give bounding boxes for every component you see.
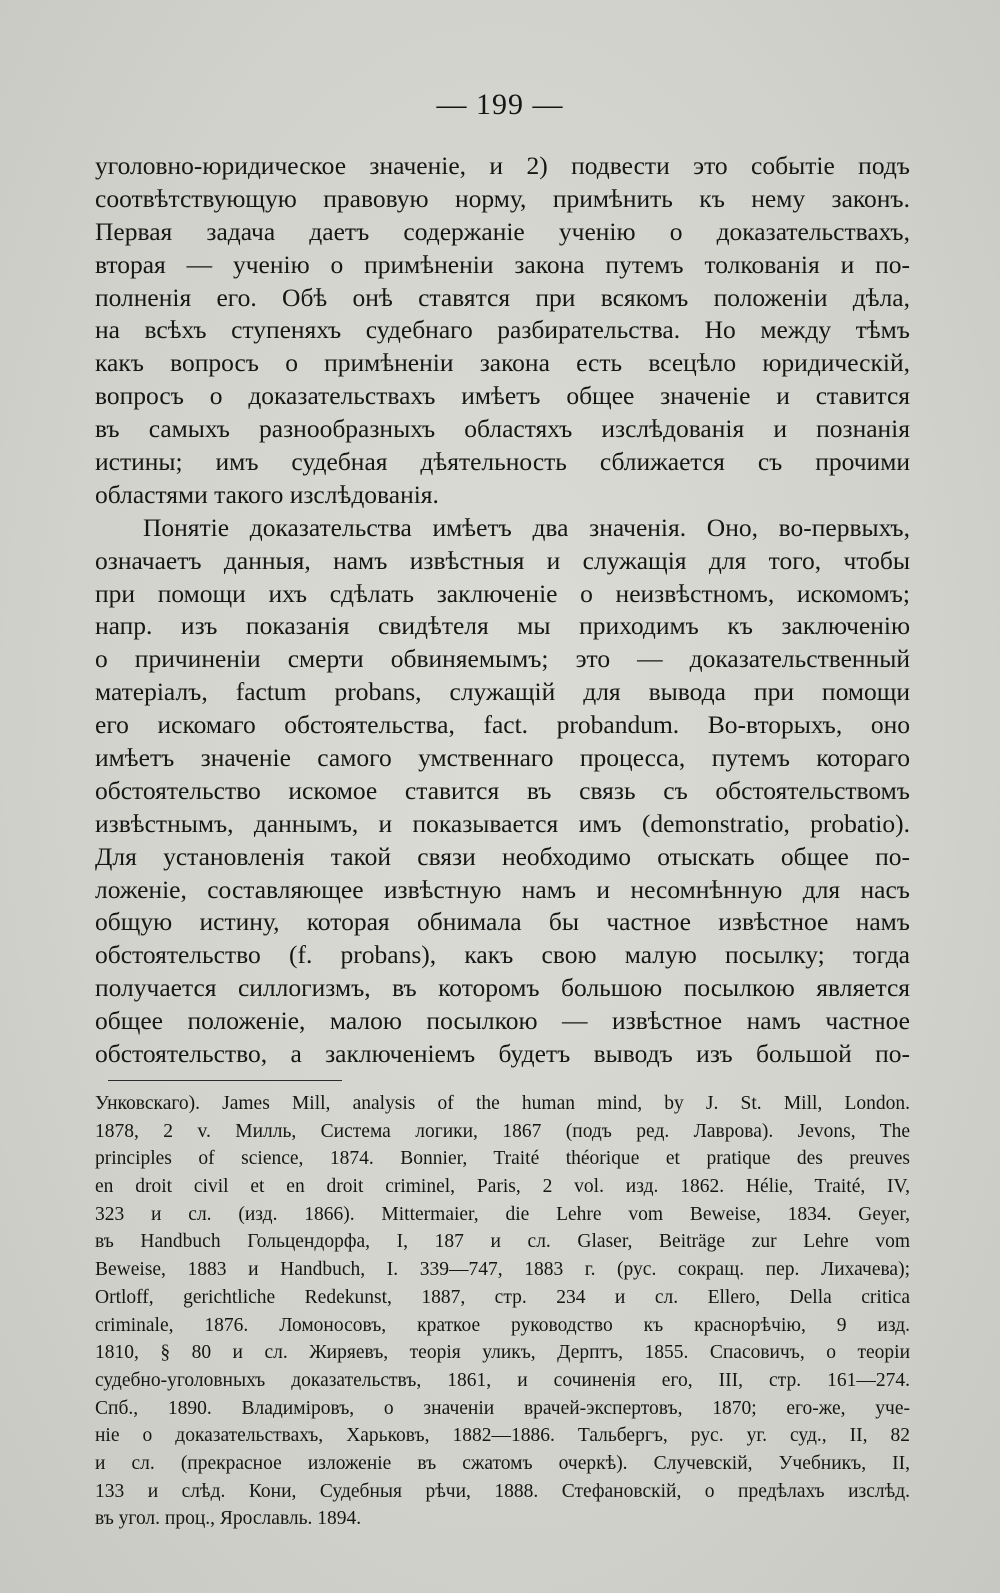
text-line: извѣстнымъ, даннымъ, и показывается имъ (demonstratio, probatio). <box>95 808 910 838</box>
text-line: вторая — ученiю о примѣненiи закона путемъ толкованiя и по- <box>95 249 910 279</box>
text-line: при помощи ихъ сдѣлать заключенiе о неизвѣстномъ, искомомъ; <box>95 578 910 608</box>
footnote-line: 1810, § 80 и сл. Жиряевъ, теорiя уликъ, Дерптъ, 1855. Спасовичъ, о теорiи <box>95 1342 910 1364</box>
text-line: уголовно-юридическое значенiе, и 2) подвести это событiе подъ <box>95 151 910 180</box>
footnote-line: и сл. (прекрасное изложенiе въ сжатомъ очеркѣ). Случевскiй, Учебникъ, II, <box>95 1452 910 1474</box>
footnote-line: 133 и слѣд. Кони, Судебныя рѣчи, 1888. Стефановскiй, о предѣлахъ изслѣд. <box>95 1480 910 1502</box>
text-line: Для установленiя такой связи необходимо отыскать общее по- <box>95 841 910 871</box>
text-line: о причиненiи смерти обвиняемымъ; это — доказательственный <box>95 644 910 674</box>
text-line: имѣетъ значенiе самого умственнаго процесса, путемъ котораго <box>95 743 910 773</box>
text-line: общее положенiе, малою посылкою — извѣстное намъ частное <box>95 1006 910 1036</box>
text-line: Первая задача даетъ содержанiе ученiю о доказательствахъ, <box>95 216 910 246</box>
footnote-line: нiе о доказательствахъ, Харьковъ, 1882—1886. Тальбергъ, рус. уг. суд., II, 82 <box>95 1425 910 1447</box>
text-line: означаетъ данныя, намъ извѣстныя и служащiя для того, чтобы <box>95 545 910 575</box>
text-line: на всѣхъ ступеняхъ судебнаго разбирательства. Но между тѣмъ <box>95 315 910 345</box>
footnote-line: судебно-уголовныхъ доказательствъ, 1861, и сочиненiя его, III, стр. 161—274. <box>95 1369 910 1391</box>
footnote-divider <box>108 1080 342 1081</box>
text-line: въ самыхъ разнообразныхъ областяхъ изслѣдованiя и познанiя <box>95 414 910 444</box>
text-line: полненiя его. Обѣ онѣ ставятся при всякомъ положенiи дѣла, <box>95 282 910 312</box>
paragraph-start-line: Понятiе доказательства имѣетъ два значенiя. Оно, во-первыхъ, <box>143 512 910 542</box>
footnote-line: Beweise, 1883 и Handbuch, I. 339—747, 1883 г. (рус. сокращ. пер. Лихачева); <box>95 1259 910 1281</box>
text-line: областями такого изслѣдованiя. <box>95 479 439 509</box>
footnote-line: Спб., 1890. Владимiровъ, о значенiи врачей-экспертовъ, 1870; его-же, уче- <box>95 1397 910 1419</box>
text-line: обстоятельство искомое ставится въ связь съ обстоятельствомъ <box>95 775 910 805</box>
footnote-line: criminale, 1876. Ломоносовъ, краткое руководство къ краснорѣчiю, 9 изд. <box>95 1314 910 1336</box>
page-number: — 199 — <box>436 88 564 121</box>
footnote-line: en droit civil et en droit criminel, Paris, 2 vol. изд. 1862. Hélie, Traité, IV, <box>95 1176 910 1198</box>
text-line: его искомаго обстоятельства, fact. probandum. Во-вторыхъ, оно <box>95 710 910 740</box>
text-line: матерiалъ, factum probans, служащiй для вывода при помощи <box>95 677 910 707</box>
footnotes <box>95 1090 910 1533</box>
footnote-line: въ угол. проц., Ярославль. 1894. <box>95 1508 362 1530</box>
text-line: соотвѣтствующую правовую норму, примѣнить къ нему законъ. <box>95 183 910 213</box>
main-text <box>95 150 910 1071</box>
text-line: получается силлогизмъ, въ которомъ большою посылкою является <box>95 973 910 1003</box>
text-line: вопросъ о доказательствахъ имѣетъ общее значенiе и ставится <box>95 381 910 411</box>
footnote-line: 323 и сл. (изд. 1866). Mittermaier, die Lehre vom Beweise, 1834. Geyer, <box>95 1203 910 1225</box>
text-line: напр. изъ показанiя свидѣтеля мы приходимъ къ заключенiю <box>95 611 910 641</box>
text-line: обстоятельство, а заключенiемъ будетъ выводъ изъ большой по- <box>95 1039 910 1069</box>
footnote-line: въ Handbuch Гольцендорфа, I, 187 и сл. Glaser, Beiträge zur Lehre vom <box>95 1231 910 1253</box>
footnote-line: 1878, 2 v. Милль, Система логики, 1867 (подъ ред. Лаврова). Jevons, The <box>95 1120 910 1142</box>
text-line: ложенiе, составляющее извѣстную намъ и несомнѣнную для насъ <box>95 874 910 904</box>
footnote-line: Унковскаго). James Mill, analysis of the human mind, by J. St. Mill, London. <box>95 1093 910 1114</box>
text-line: общую истину, которая обнимала бы частное извѣстное намъ <box>95 907 910 937</box>
text-line: какъ вопросъ о примѣненiи закона есть всецѣло юридическiй, <box>95 348 910 378</box>
text-line: обстоятельство (f. probans), какъ свою малую посылку; тогда <box>95 940 910 970</box>
footnote-line: Ortloff, gerichtliche Redekunst, 1887, стр. 234 и сл. Ellero, Della critica <box>95 1286 910 1308</box>
text-line: истины; имъ судебная дѣятельность сближается съ прочими <box>95 447 910 477</box>
footnote-line: principles of science, 1874. Bonnier, Traité théorique et pratique des preuves <box>95 1148 910 1170</box>
